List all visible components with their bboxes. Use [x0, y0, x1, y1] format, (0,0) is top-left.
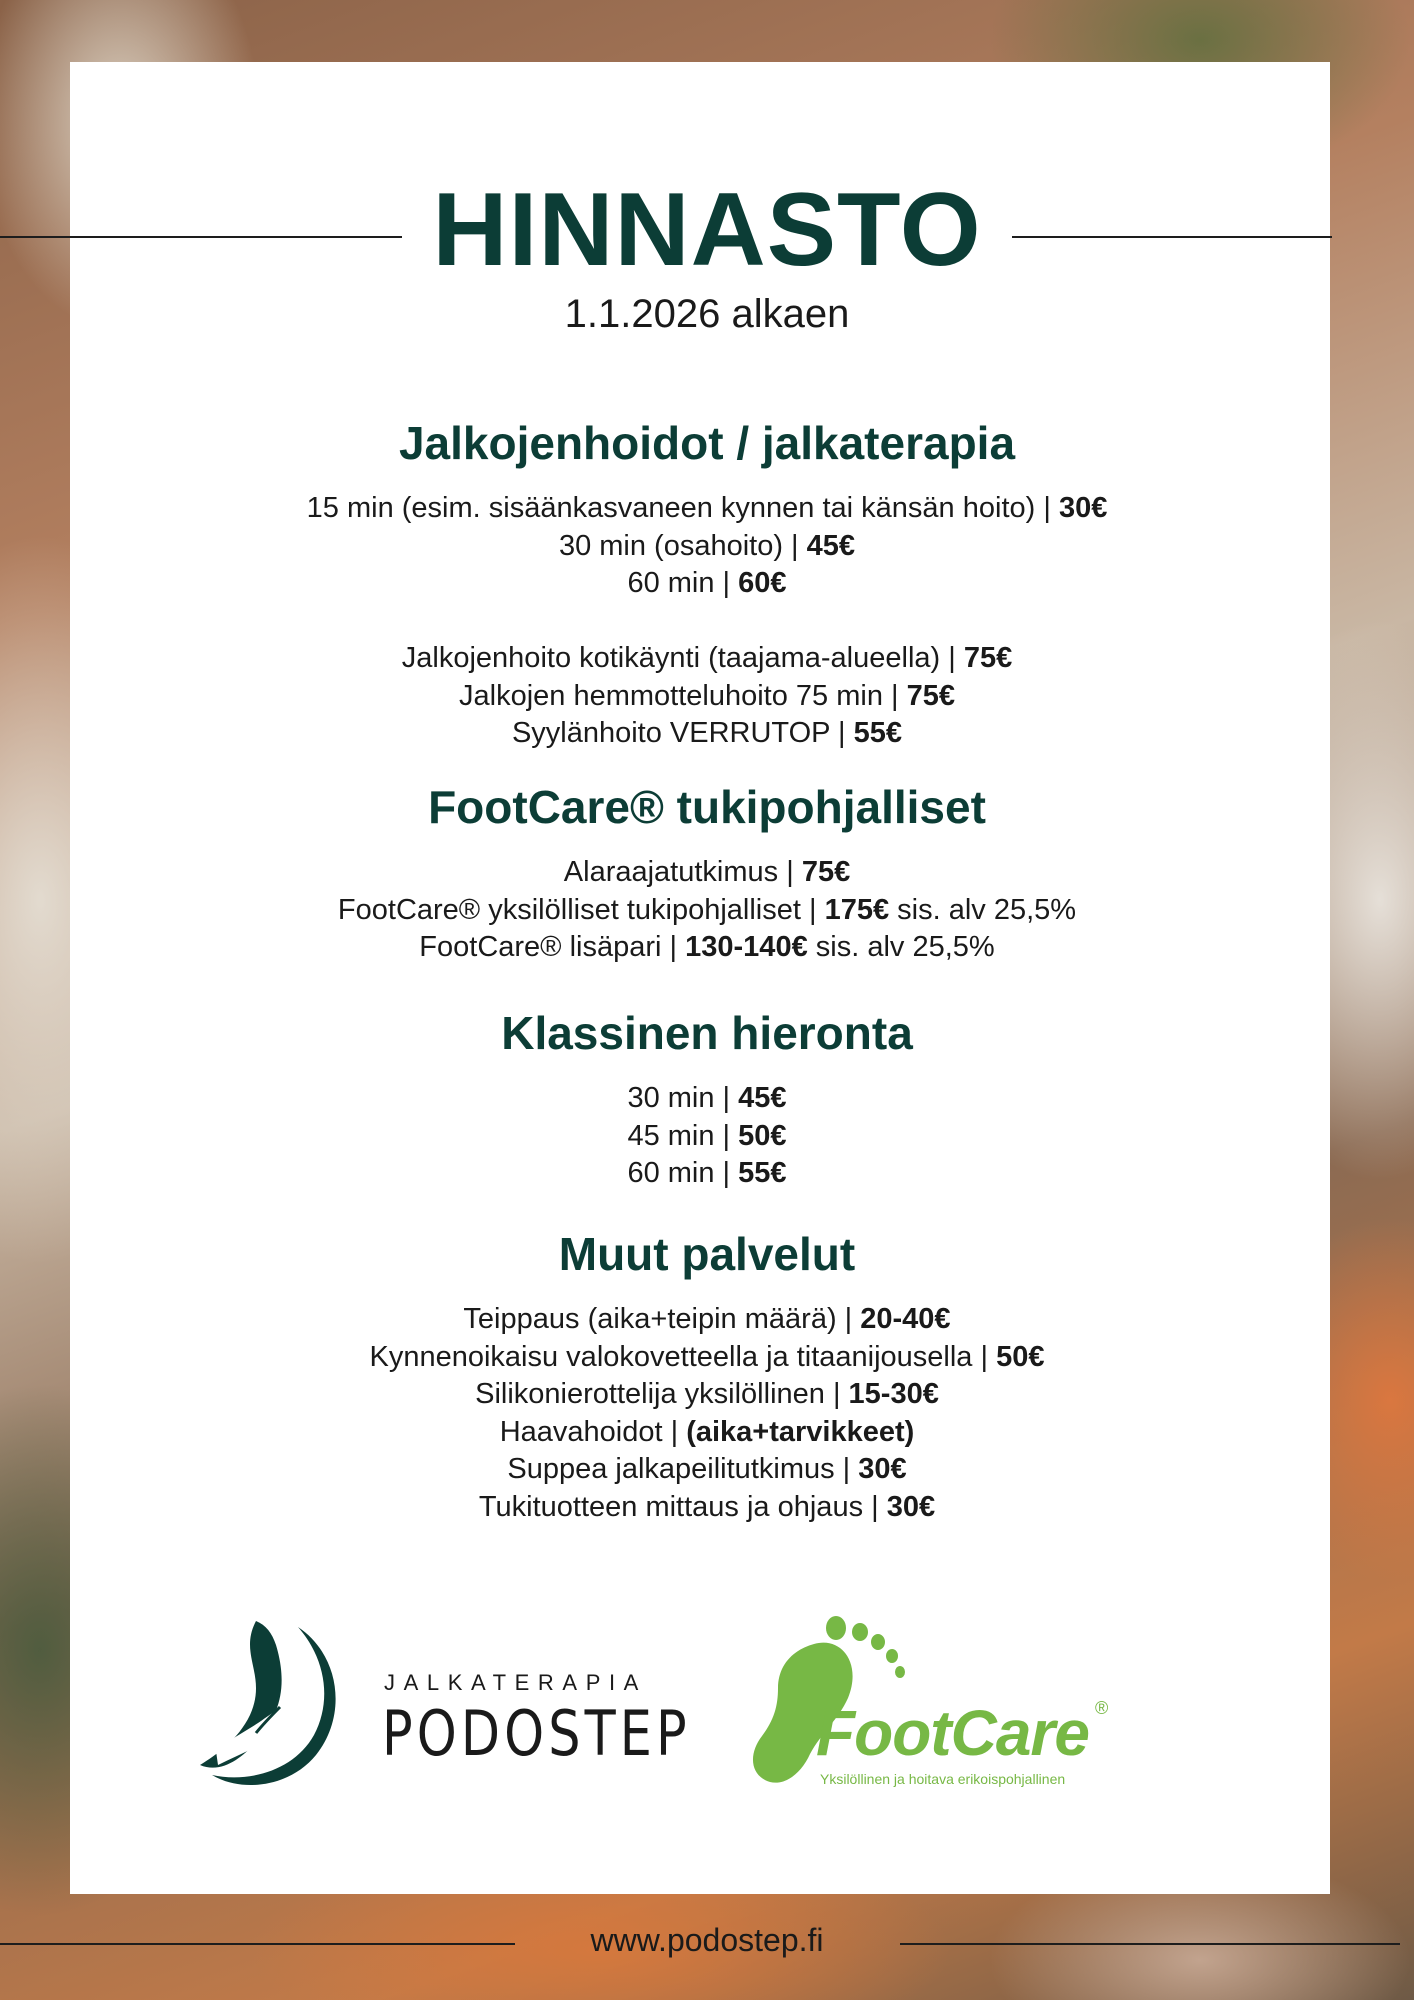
footcare-name: FootCare [816, 1697, 1089, 1769]
price-line: Haavahoidot | (aika+tarvikkeet) [499, 1415, 915, 1448]
price-line: 60 min | 55€ [627, 1157, 787, 1189]
footcare-logo [744, 1614, 1124, 1794]
price-line: Jalkojenhoito kotikäynti (taajama-alueella) | 75€ [401, 642, 1013, 674]
podostep-subtitle: JALKATERAPIA [384, 1670, 647, 1695]
price-line: Teippaus (aika+teipin määrä) | 20-40€ [463, 1303, 951, 1335]
price-line: 60 min | 60€ [627, 567, 787, 599]
footcare-registered: ® [1095, 1698, 1109, 1718]
website-link[interactable]: www.podostep.fi [590, 1922, 824, 1958]
price-line: FootCare® lisäpari | 130-140€ sis. alv 25,5% [419, 931, 995, 963]
price-line: Suppea jalkapeilitutkimus | 30€ [507, 1453, 907, 1485]
section-footcare-insoles [0, 776, 1414, 967]
section-classic-massage [0, 1002, 1414, 1193]
price-line: Syylänhoito VERRUTOP | 55€ [511, 717, 903, 749]
price-line: 30 min (osahoito) | 45€ [558, 529, 856, 562]
price-line: Kynnenoikaisu valokovetteella ja titaanijousella | 50€ [369, 1340, 1045, 1373]
section-heading: Jalkojenhoidot / jalkaterapia [398, 417, 1016, 469]
page-subtitle: 1.1.2026 alkaen [564, 292, 850, 336]
price-line: 30 min | 45€ [627, 1082, 787, 1114]
price-line: Alaraajatutkimus | 75€ [563, 856, 851, 888]
section-foot-care [0, 412, 1414, 753]
section-heading: Klassinen hieronta [501, 1007, 913, 1059]
price-line: Silikonierottelija yksilöllinen | 15-30€ [475, 1378, 939, 1410]
foot-hand-icon [198, 1615, 350, 1790]
price-line: 45 min | 50€ [627, 1119, 787, 1152]
footcare-tagline: Yksilöllinen ja hoitava erikoispohjallinen [820, 1771, 1066, 1787]
section-heading: Muut palvelut [558, 1228, 856, 1280]
price-line: Tukituotteen mittaus ja ohjaus | 30€ [478, 1490, 936, 1523]
price-line: 15 min (esim. sisäänkasvaneen kynnen tai känsän hoito) | 30€ [306, 492, 1108, 524]
section-other-services [0, 1223, 1414, 1526]
price-line: Jalkojen hemmotteluhoito 75 min | 75€ [459, 679, 955, 712]
podostep-logo [198, 1615, 698, 1795]
podostep-name: PODOSTEP [382, 1697, 691, 1770]
page-title: HINNASTO [432, 172, 982, 288]
section-heading: FootCare® tukipohjalliset [428, 781, 986, 833]
price-line: FootCare® yksilölliset tukipohjalliset | 175€ sis. alv 25,5% [337, 893, 1077, 926]
